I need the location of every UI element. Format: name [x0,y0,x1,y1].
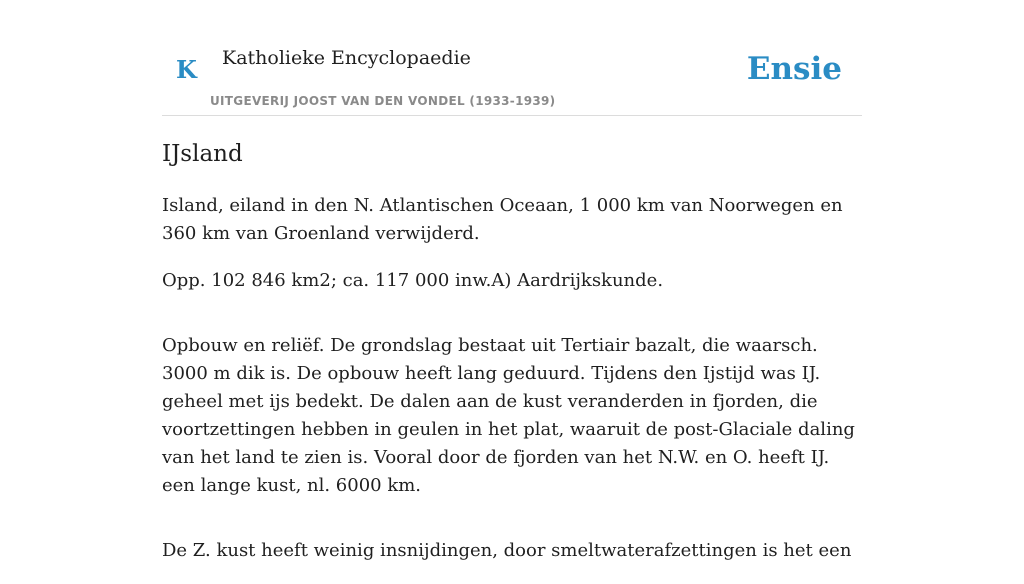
encyclopedia-logo[interactable]: K [176,55,197,84]
article-body [162,192,862,584]
article-paragraph: Island, eiland in den N. Atlantischen Oceaan, 1 000 km van Noorwegen en 360 km van Groenland verwijderd. [162,195,843,244]
site-header [162,0,862,116]
publisher-label: UITGEVERIJ JOOST VAN DEN VONDEL (1933-1939) [210,94,556,108]
article-paragraph: Opp. 102 846 km2; ca. 117 000 inw.A) Aardrijkskunde. [162,270,664,291]
site-title[interactable]: Katholieke Encyclopaedie [222,47,471,69]
article-title: IJsland [162,141,243,167]
article-paragraph: De Z. kust heeft weinig insnijdingen, door smeltwaterafzettingen is het een [162,540,852,561]
page [162,0,862,561]
article-paragraph: Opbouw en reliëf. De grondslag bestaat uit Tertiair bazalt, die waarsch. 3000 m dik is. De opbouw heeft lang geduurd. Tijdens den Ijstijd was IJ. geheel met ijs bedekt. De dalen aan de kust veranderden in fjorden, die voortzettingen hebben in geulen in het plat, waaruit de post-Glaciale daling van het land te zien is. Vooral door de fjorden van het N.W. en O. heeft IJ. een lange kust, nl. 6000 km. [162,335,855,496]
ensie-logo[interactable]: Ensie [746,51,842,87]
